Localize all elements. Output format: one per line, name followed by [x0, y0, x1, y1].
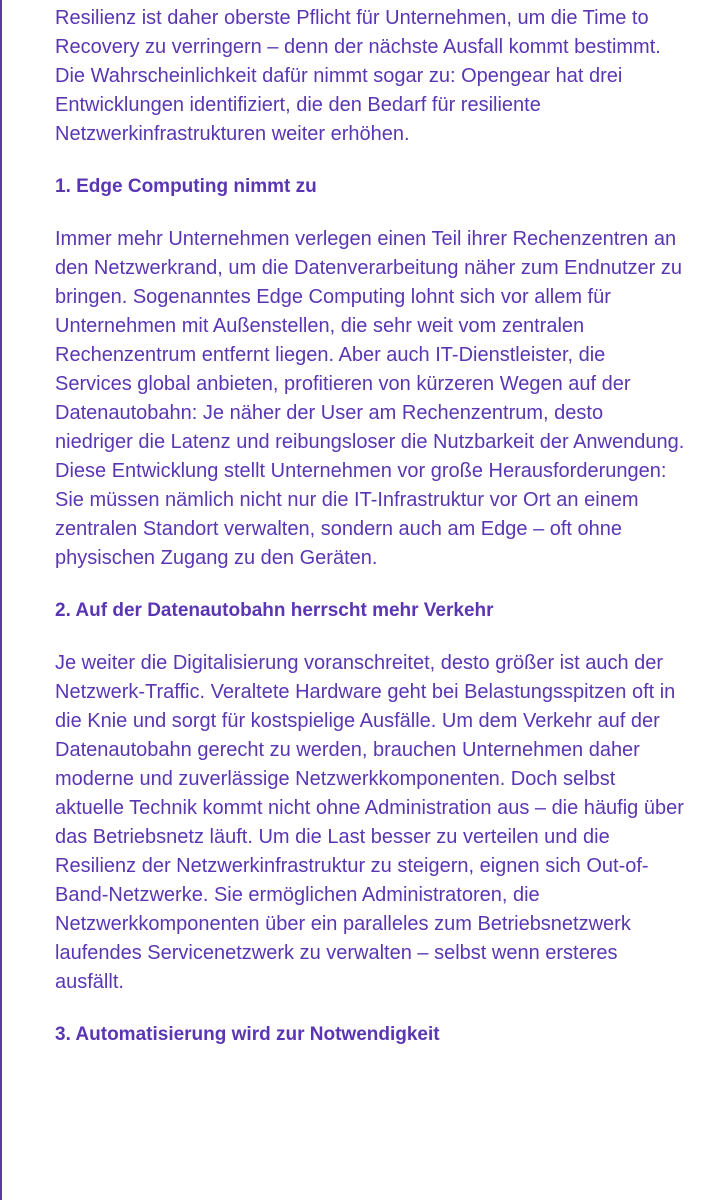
section-2-heading: 2. Auf der Datenautobahn herrscht mehr Verkehr [55, 600, 494, 621]
section-1-body: Immer mehr Unternehmen verlegen einen Teil ihrer Rechenzentren an den Netzwerkrand, um die Datenverarbeitung näher zum Endnutzer zu bringen. Sogenanntes Edge Computing lohnt sich vor allem für Unternehmen mit Außenstellen, die sehr weit vom zentralen Rechenzentrum entfernt liegen. Aber auch IT-Dienstleister, die Services global anbieten, profitieren von kürzeren Wegen auf der Datenautobahn: Je näher der User am Rechenzentrum, desto niedriger die Latenz und reibungsloser die Nutzbarkeit der Anwendung. Diese Entwicklung stellt Unternehmen vor große Herausforderungen: Sie müssen nämlich nicht nur die IT-Infrastruktur vor Ort an einem zentralen Standort verwalten, sondern auch am Edge – oft ohne physischen Zugang zu den Geräten. [55, 228, 685, 569]
intro-paragraph: Resilienz ist daher oberste Pflicht für Unternehmen, um die Time to Recovery zu verringern – denn der nächste Ausfall kommt bestimmt. Die Wahrscheinlichkeit dafür nimmt sogar zu: Opengear hat drei Entwicklungen identifiziert, die den Bedarf für resiliente Netzwerkinfrastrukturen weiter erhöhen. [55, 7, 661, 145]
section-1-heading: 1. Edge Computing nimmt zu [55, 176, 317, 197]
section-2-body: Je weiter die Digitalisierung voranschreitet, desto größer ist auch der Netzwerk-Traffic. Veraltete Hardware geht bei Belastungsspitzen oft in die Knie und sorgt für kostspielige Ausfälle. Um dem Verkehr auf der Datenautobahn gerecht zu werden, brauchen Unternehmen daher moderne und zuverlässige Netzwerkkomponenten. Doch selbst aktuelle Technik kommt nicht ohne Administration aus – die häufig über das Betriebsnetz läuft. Um die Last besser zu verteilen und die Resilienz der Netzwerkinfrastruktur zu steigern, eignen sich Out-of-Band-Netzwerke. Sie ermöglichen Administratoren, die Netzwerkkomponenten über ein paralleles zum Betriebsnetzwerk laufendes Servicenetzwerk zu verwalten – selbst wenn ersteres ausfällt. [55, 652, 684, 993]
section-3-heading: 3. Automatisierung wird zur Notwendigkeit [55, 1024, 440, 1045]
